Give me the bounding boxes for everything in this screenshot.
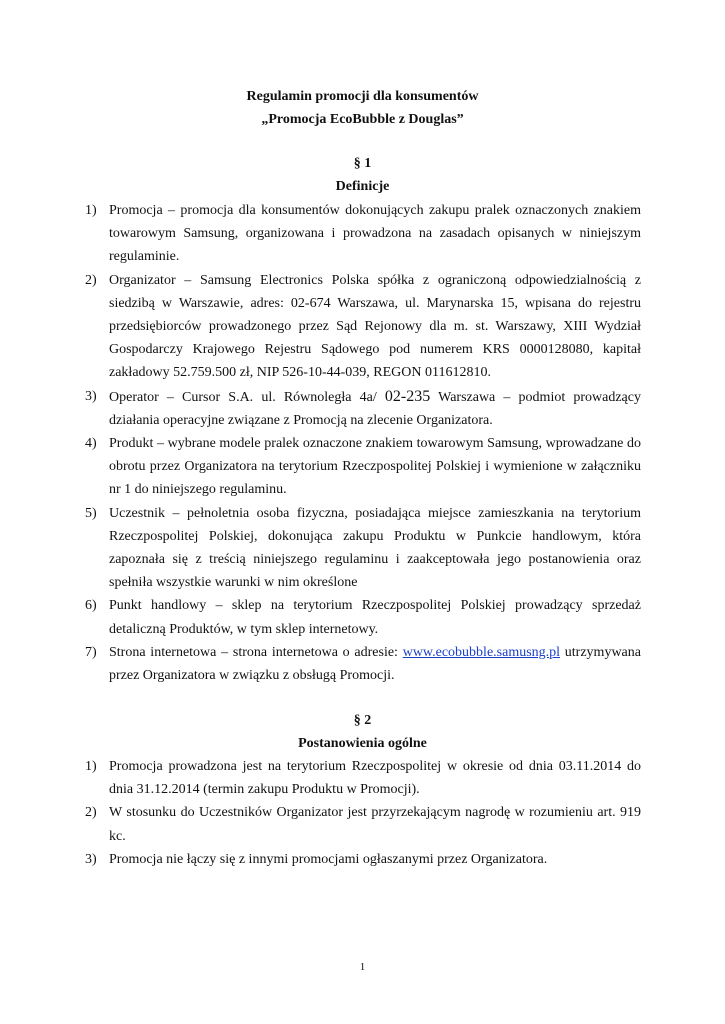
list-item-number: 5)	[85, 505, 97, 521]
list-item-number: 2)	[85, 805, 97, 821]
list-item-text-after: utrzymywana przez Organizatora w związku z obsługą Promocji.	[109, 644, 641, 684]
list-item-number: 3)	[85, 388, 97, 404]
website-link[interactable]: www.ecobubble.samusng.pl	[402, 644, 561, 660]
list-item-number: 6)	[85, 598, 97, 614]
list-item-text-before: Strona internetowa – strona internetowa o adresie:	[109, 644, 403, 660]
page-number: 1	[359, 961, 366, 973]
section-2-heading: Postanowienia ogólne	[298, 736, 427, 751]
list-item	[85, 269, 641, 385]
section-2-header	[0, 709, 725, 755]
list-item-text: Promocja prowadzona jest na terytorium Rzeczpospolitej w okresie od dnia 03.11.2014 do dnia 31.12.2014 (termin zakupu Produktu w Promocji).	[109, 759, 641, 798]
list-item	[85, 801, 641, 847]
list-item	[85, 502, 641, 595]
list-item-text: W stosunku do Uczestników Organizator jest przyrzekającym nagrodę w rozumieniu art. 919 kc.	[109, 805, 641, 844]
list-item-number: 7)	[85, 644, 97, 660]
section-2-number: § 2	[353, 713, 372, 728]
list-item	[85, 199, 641, 269]
list-item-text: Organizator – Samsung Electronics Polska spółka z ograniczoną odpowiedzialnością z siedzibą w Warszawie, adres: 02-674 Warszawa, ul. Marynarska 15, wpisana do rejestru przedsiębiorców prowadzonego przez Sąd Rejonowy dla m. st. Warszawy, XIII Wydział Gospodarczy Krajowego Rejestru Sądowego pod numerem KRS 0000128080, kapitał zakładowy 52.759.500 zł, NIP 526-10-44-039, REGON 011612810.	[109, 272, 641, 381]
list-item-text: Produkt – wybrane modele pralek oznaczone znakiem towarowym Samsung, wprowadzane do obrotu przez Organizatora na terytorium Rzeczpospolitej Polskiej i wymienione w załączniku nr 1 do niniejszego regulaminu.	[109, 436, 641, 498]
section-2-list	[85, 755, 641, 871]
list-item	[85, 385, 641, 432]
list-item	[85, 594, 641, 640]
section-1-header	[0, 152, 725, 198]
list-item-number: 1)	[85, 203, 97, 218]
section-1-list	[85, 199, 641, 687]
list-item-text: Uczestnik – pełnoletnia osoba fizyczna, posiadająca miejsce zamieszkania na terytorium Rzeczpospolitej Polskiej, dokonująca zakupu Produktu w Punkcie handlowym, która zapoznała się z treścią niniejszego regulaminu i zaakceptowała jego postanowienia oraz spełniła wszystkie warunki w nim określone	[109, 505, 641, 591]
list-item-number: 3)	[85, 851, 97, 867]
list-item-text-after: Warszawa – podmiot prowadzący działania operacyjne związane z Promocją na zlecenie Organizatora.	[109, 389, 641, 428]
list-item-text-before: Operator – Cursor S.A. ul. Równoległa 4a/	[109, 389, 385, 405]
list-item-number: 4)	[85, 436, 97, 452]
list-item-number: 2)	[85, 272, 97, 288]
postal-code: 02-235	[384, 387, 431, 405]
list-item-number: 1)	[85, 759, 97, 774]
section-1-heading: Definicje	[335, 179, 390, 194]
list-item	[85, 641, 641, 687]
title-line-1: Regulamin promocji dla konsumentów	[246, 89, 479, 104]
list-item	[85, 848, 641, 871]
list-item-text: Promocja – promocja dla konsumentów dokonujących zakupu pralek oznaczonych znakiem towarowym Samsung, organizowana i prowadzona na zasadach opisanych w niniejszym regulaminie.	[109, 203, 641, 265]
list-item	[85, 432, 641, 502]
section-1-number: § 1	[353, 156, 372, 171]
list-item-text: Punkt handlowy – sklep na terytorium Rzeczpospolitej Polskiej prowadzący sprzedaż detaliczną Produktów, w tym sklep internetowy.	[109, 598, 641, 637]
title-line-2: „Promocja EcoBubble z Douglas”	[261, 112, 464, 127]
list-item	[85, 755, 641, 801]
list-item-text: Promocja nie łączy się z innymi promocjami ogłaszanymi przez Organizatora.	[109, 851, 548, 867]
document-title	[0, 85, 725, 131]
